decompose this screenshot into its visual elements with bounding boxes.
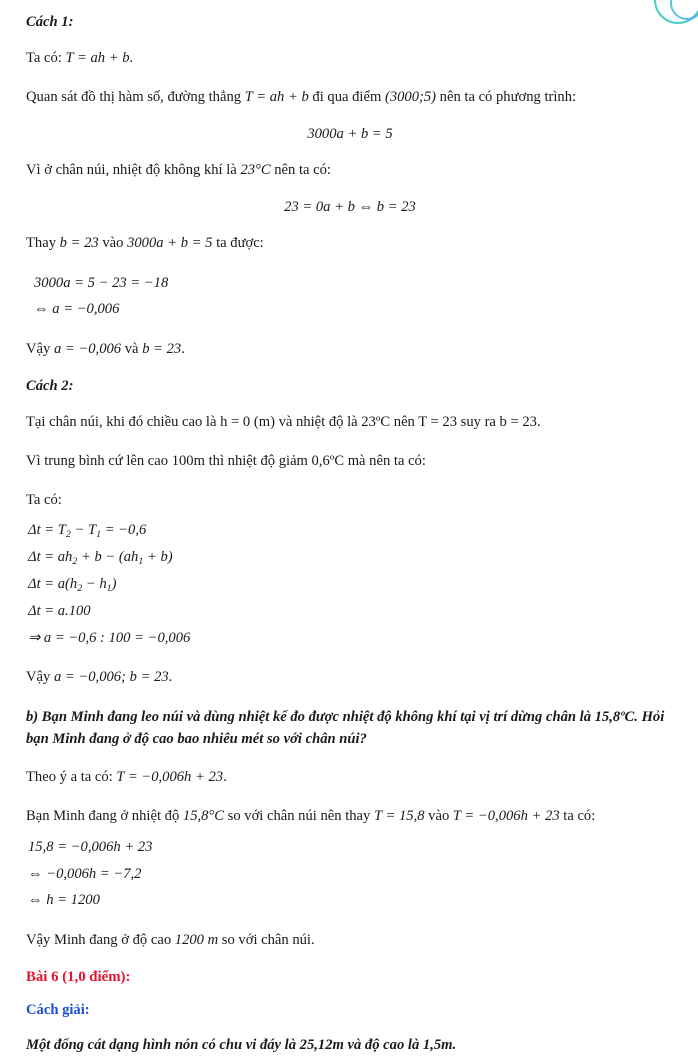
eq2-sub-2: 2 [72, 556, 78, 567]
equation-delta-t-4: Δt = a.100 [28, 602, 91, 619]
eq2-left: Δt = ah [28, 549, 73, 566]
b-line-2 [26, 806, 674, 828]
eq1-left: Δt = T [28, 522, 66, 539]
eq1-sub-2: 2 [65, 529, 71, 541]
cach1-line2-math: T = ah + b [244, 88, 309, 105]
cach2-line-1: Tại chân núi, khi đó chiều cao là h = 0 (m) và nhiệt độ là 23ºC nên T = 23 suy ra b = 23. [26, 413, 541, 430]
equation-3000a-b-5: 3000a + b = 5 [307, 125, 393, 142]
equation-delta-t-3 [26, 573, 674, 597]
b-line2-c: vào [424, 808, 453, 825]
eq1-sub-1: 1 [96, 529, 102, 541]
cach2-equation-block [26, 519, 674, 650]
cach1-line2-point: (3000;5) [384, 88, 437, 105]
b-conclusion [26, 930, 674, 952]
cach1-line5-a: Vậy [26, 340, 54, 357]
eq1-mid: − T [70, 522, 97, 539]
b-line-1 [26, 767, 674, 789]
equation-a-0006: ⇔ a = −0,006 [34, 301, 120, 318]
cach1-line1-math: T = ah + b [65, 50, 130, 66]
heading-cach-1: Cách 1: [26, 14, 74, 30]
cach2-conclusion [26, 667, 674, 689]
eq2-right: + b) [143, 549, 173, 566]
cach1-line5-m2: b = 23 [142, 340, 182, 357]
cach1-line2-b: đi qua điểm [308, 88, 385, 105]
cach1-line2-c: nên ta có phương trình: [436, 88, 577, 105]
b-line3-a: Vậy Minh đang ở độ cao [26, 932, 175, 949]
eq3-sub-2: 2 [77, 582, 83, 594]
cach1-line4-m2: 3000a + b = 5 [127, 234, 213, 251]
cach1-conclusion [26, 339, 674, 361]
heading-cach-2: Cách 2: [26, 377, 74, 394]
question-part-b: b) Bạn Minh đang leo núi và dùng nhiệt kế đo được nhiệt độ không khí tại vị trí dừng chân là 15,8ºC. Hỏi bạn Minh đang ở độ cao bao nhiêu mét so với chân núi? [26, 709, 665, 748]
cach1-line-1 [26, 48, 674, 70]
cach2-line4-c: . [168, 669, 173, 686]
equation-a-result: ⇒ a = −0,6 : 100 = −0,006 [28, 629, 191, 646]
cach1-line4-c: ta được: [212, 234, 264, 251]
cach2-line4-m2: b = 23 [129, 669, 169, 686]
eq2-mid: + b − (ah [77, 549, 139, 566]
cach1-line2-a: Quan sát đồ thị hàm số, đường thẳng [26, 88, 245, 105]
equation-b-23: 23 = 0a + b ⇔ b = 23 [284, 198, 416, 215]
cach1-line-3 [26, 160, 674, 182]
b-line1-a: Theo ý a ta có: [26, 769, 117, 786]
cach1-line5-c: . [181, 340, 185, 357]
cach1-line5-m1: a = −0,006 [53, 340, 122, 357]
eq3-sub-1: 1 [106, 582, 112, 594]
b-line2-m3: T = −0,006h + 23 [452, 808, 560, 825]
cach1-line4-b: vào [98, 234, 128, 251]
b-line2-a: Bạn Minh đang ở nhiệt độ [26, 808, 183, 825]
b-line1-math: T = −0,006h + 23 [116, 769, 224, 786]
equation-delta-t-1 [26, 519, 674, 543]
cach1-line4-m1: b = 23 [59, 234, 99, 251]
b-line3-b: so với chân núi. [218, 932, 315, 949]
cach1-equation-block [26, 272, 674, 322]
bai6-statement: Một đống cát dạng hình nón có chu vi đáy là 25,12m và độ cao là 1,5m. [26, 1037, 457, 1053]
cach1-line-4 [26, 233, 674, 255]
b-line3-m: 1200 m [174, 932, 219, 949]
eq3-left: Δt = a(h [28, 576, 78, 593]
cach1-line3-a: Vì ở chân núi, nhiệt độ không khí là [26, 161, 241, 178]
eq3-right: ) [111, 576, 117, 593]
b-equation-block [26, 836, 674, 913]
equation-3000a-18: 3000a = 5 − 23 = −18 [34, 274, 169, 291]
eq1-right: = −0,6 [101, 522, 147, 539]
cach1-line5-b: và [121, 340, 143, 357]
eq2-sub-1: 1 [138, 556, 144, 567]
b-line2-d: ta có: [559, 808, 596, 825]
eq3-mid: − h [82, 576, 107, 593]
b-line2-m1: 15,8°C [182, 808, 224, 825]
cach2-line4-a: Vậy [26, 669, 54, 686]
cach2-line-3: Ta có: [26, 491, 62, 508]
equation-0006h: ⇔ −0,006h = −7,2 [28, 865, 142, 882]
b-line1-b: . [223, 769, 227, 786]
cach1-line4-a: Thay [26, 234, 60, 251]
cach2-line4-m1: a = −0,006; [53, 669, 126, 686]
cach1-line1-prefix: Ta có: [26, 50, 66, 66]
equation-158-eq: 15,8 = −0,006h + 23 [28, 839, 153, 856]
cach1-line3-b: nên ta có: [270, 161, 331, 178]
cach1-line3-temp: 23°C [240, 161, 271, 178]
equation-delta-t-2 [26, 546, 674, 570]
cach1-line1-suffix: . [129, 50, 134, 66]
heading-bai-6: Bài 6 (1,0 điểm): [26, 969, 131, 985]
cach1-line-2 [26, 87, 674, 109]
heading-cach-giai: Cách giải: [26, 1002, 90, 1018]
cach2-line-2: Vì trung bình cứ lên cao 100m thì nhiệt độ giảm 0,6ºC mà nên ta có: [26, 452, 426, 469]
b-line2-b: so với chân núi nên thay [224, 808, 374, 825]
b-line2-m2: T = 15,8 [373, 808, 425, 825]
equation-h-1200: ⇔ h = 1200 [28, 892, 100, 909]
